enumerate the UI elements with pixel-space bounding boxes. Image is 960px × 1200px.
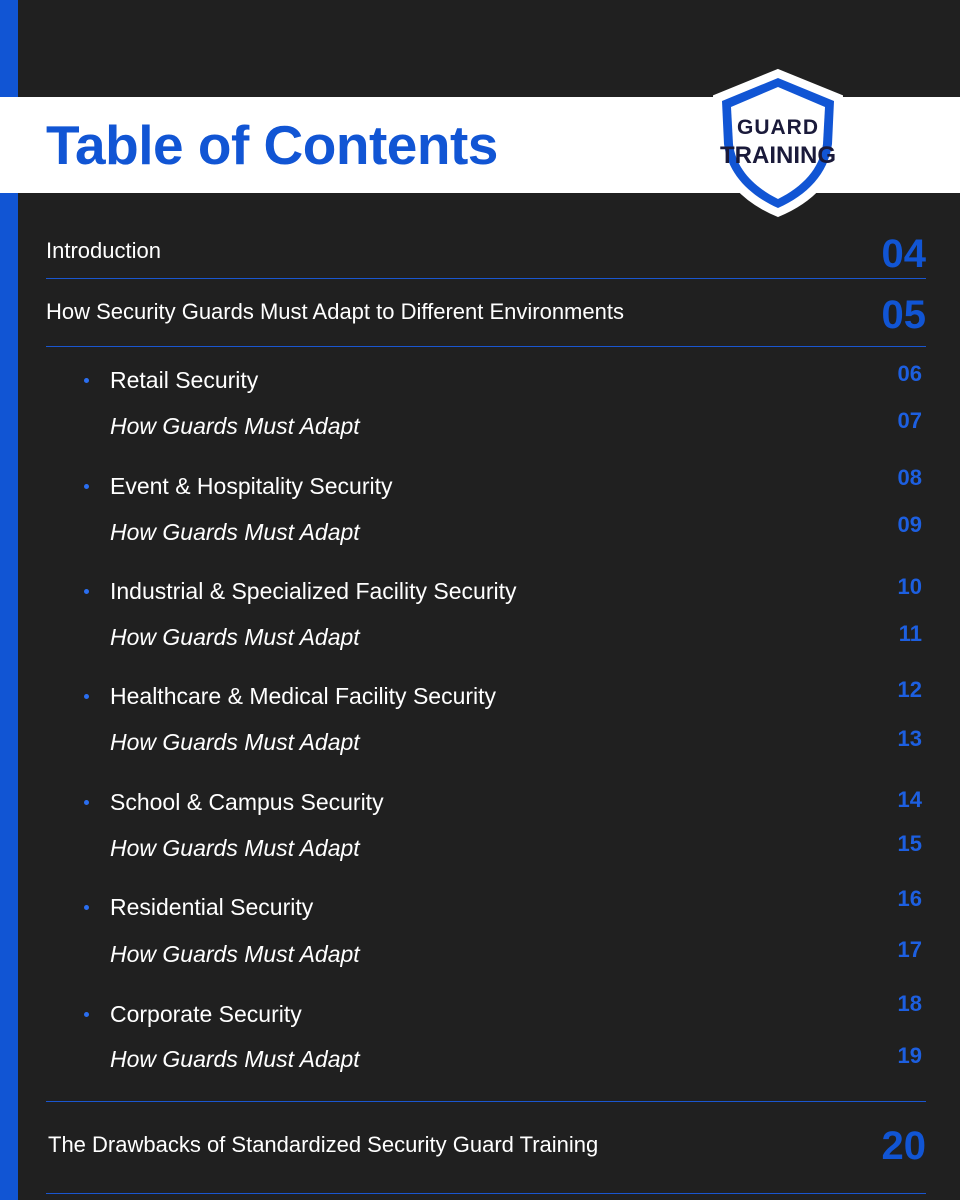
toc-section-label: Corporate Security xyxy=(110,1001,302,1027)
toc-entry-drawbacks[interactable] xyxy=(46,1122,926,1174)
toc-subsection-page: 11 xyxy=(898,621,922,646)
bullet-icon xyxy=(84,1012,89,1017)
toc-subsection-label: How Guards Must Adapt xyxy=(110,835,360,861)
toc-subsection-industrial-adapt[interactable] xyxy=(0,622,960,654)
divider xyxy=(46,1101,926,1102)
toc-subsection-page: 19 xyxy=(897,1043,922,1068)
toc-subsection-label: How Guards Must Adapt xyxy=(110,624,360,650)
toc-section-page: 14 xyxy=(897,787,922,812)
toc-subsection-healthcare-adapt[interactable] xyxy=(0,727,960,759)
toc-entry-page: 20 xyxy=(881,1124,926,1168)
divider xyxy=(46,1193,926,1194)
toc-section-page: 08 xyxy=(897,465,922,490)
toc-section-page: 12 xyxy=(897,677,922,702)
toc-section-label: Industrial & Specialized Facility Security xyxy=(110,578,517,604)
toc-subsection-label: How Guards Must Adapt xyxy=(110,729,360,755)
toc-section-page: 16 xyxy=(897,886,922,911)
toc-subsection-page: 13 xyxy=(897,726,922,751)
toc-section-label: Residential Security xyxy=(110,894,314,920)
toc-section-event-hospitality[interactable] xyxy=(0,465,960,503)
toc-section-label: Retail Security xyxy=(110,367,259,393)
toc-subsection-page: 07 xyxy=(897,408,922,433)
toc-subsection-page: 17 xyxy=(897,937,922,962)
toc-section-residential[interactable] xyxy=(0,886,960,924)
divider xyxy=(46,346,926,347)
toc-subsection-label: How Guards Must Adapt xyxy=(110,413,360,439)
toc-subsection-residential-adapt[interactable] xyxy=(0,939,960,971)
toc-entry-page: 05 xyxy=(881,293,926,337)
toc-entry-adapt[interactable] xyxy=(46,292,926,342)
toc-entry-page: 04 xyxy=(881,232,926,276)
toc-subsection-retail-adapt[interactable] xyxy=(0,408,960,443)
toc-section-label: Event & Hospitality Security xyxy=(110,473,393,499)
toc-subsection-label: How Guards Must Adapt xyxy=(110,1046,360,1072)
toc-subsection-corporate-adapt[interactable] xyxy=(0,1044,960,1076)
toc-subsection-page: 09 xyxy=(897,512,922,537)
logo-text-guard: GUARD xyxy=(737,116,819,139)
toc-subsection-page: 15 xyxy=(897,831,922,856)
toc-section-corporate[interactable] xyxy=(0,991,960,1031)
toc-section-label: School & Campus Security xyxy=(110,789,384,815)
toc-subsection-school-adapt[interactable] xyxy=(0,833,960,865)
guard-training-logo xyxy=(708,66,848,218)
toc-section-page: 10 xyxy=(897,574,922,599)
toc-entry-label: The Drawbacks of Standardized Security Guard Training xyxy=(48,1132,599,1157)
bullet-icon xyxy=(84,694,89,699)
logo-text-training: TRAINING xyxy=(720,142,836,169)
toc-subsection-label: How Guards Must Adapt xyxy=(110,941,360,967)
toc-entry-introduction[interactable] xyxy=(46,232,926,282)
bullet-icon xyxy=(84,800,89,805)
toc-entry-label: How Security Guards Must Adapt to Different Environments xyxy=(46,299,624,324)
toc-section-school-campus[interactable] xyxy=(0,787,960,819)
toc-section-label: Healthcare & Medical Facility Security xyxy=(110,683,497,709)
toc-section-page: 06 xyxy=(897,361,922,386)
bullet-icon xyxy=(84,905,89,910)
toc-entry-label: Introduction xyxy=(46,238,161,263)
toc-section-page: 18 xyxy=(897,991,922,1016)
page-title: Table of Contents xyxy=(46,114,498,176)
divider xyxy=(46,278,926,279)
toc-section-retail[interactable] xyxy=(0,361,960,397)
bullet-icon xyxy=(84,484,89,489)
toc-section-healthcare[interactable] xyxy=(0,677,960,713)
bullet-icon xyxy=(84,378,89,383)
toc-section-industrial[interactable] xyxy=(0,576,960,608)
bullet-icon xyxy=(84,589,89,594)
toc-subsection-event-adapt[interactable] xyxy=(0,512,960,549)
toc-subsection-label: How Guards Must Adapt xyxy=(110,519,360,545)
